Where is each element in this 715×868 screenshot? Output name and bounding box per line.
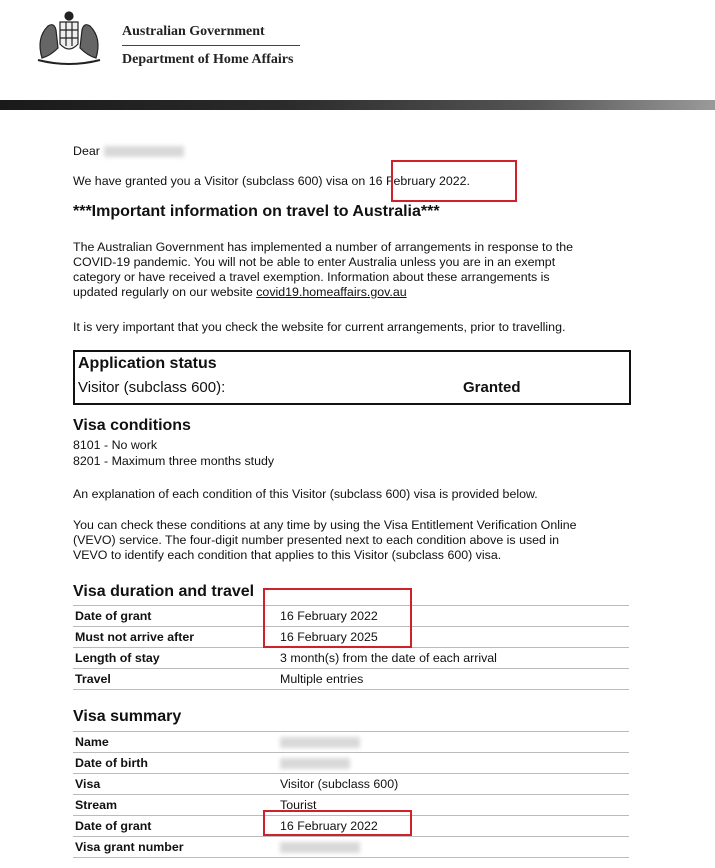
table-row: Travel Multiple entries bbox=[73, 669, 629, 690]
summary-table bbox=[73, 731, 629, 858]
vevo-line-2: (VEVO) service. The four-digit number presented next to each condition above is used in bbox=[73, 533, 560, 547]
covid-para-line-4: updated regularly on our website covid19.homeaffairs.gov.au bbox=[73, 285, 407, 299]
salutation: Dear bbox=[73, 144, 184, 160]
status-value: Granted bbox=[463, 379, 521, 396]
government-name: Australian Government bbox=[122, 24, 265, 39]
status-title: Application status bbox=[78, 355, 217, 372]
highlight-box bbox=[391, 160, 517, 202]
table-row: Stream Tourist bbox=[73, 795, 629, 816]
grant-date-text: 16 February 2022. bbox=[368, 174, 470, 188]
check-website-para: It is very important that you check the website for current arrangements, prior to travelling. bbox=[73, 320, 566, 334]
important-heading: ***Important information on travel to Australia*** bbox=[73, 203, 440, 220]
table-row: Date of grant 16 February 2022 bbox=[73, 816, 629, 837]
covid-para-line-2: COVID-19 pandemic. You will not be able to enter Australia unless you are in an exempt bbox=[73, 255, 556, 269]
table-row: Visa grant number bbox=[73, 837, 629, 858]
table-row: Date of birth bbox=[73, 753, 629, 774]
covid-website-link[interactable]: covid19.homeaffairs.gov.au bbox=[256, 285, 407, 299]
highlight-box bbox=[263, 588, 412, 648]
condition-item: 8201 - Maximum three months study bbox=[73, 454, 275, 468]
grant-sentence: We have granted you a Visitor (subclass 600) visa on 16 February 2022. bbox=[73, 174, 470, 188]
highlight-box bbox=[263, 810, 412, 836]
table-row: Date of grant 16 February 2022 bbox=[73, 606, 629, 627]
duration-heading: Visa duration and travel bbox=[73, 583, 255, 600]
header-divider bbox=[122, 45, 300, 46]
conditions-heading: Visa conditions bbox=[73, 417, 191, 434]
covid-para-line-3: category or have received a travel exemption. Information about these arrangements is bbox=[73, 270, 550, 284]
table-row: Visa Visitor (subclass 600) bbox=[73, 774, 629, 795]
vevo-line-1: You can check these conditions at any time by using the Visa Entitlement Verification Online bbox=[73, 518, 577, 532]
redacted-birthdate bbox=[280, 758, 350, 769]
letterhead bbox=[0, 0, 715, 100]
redacted-grant-number bbox=[280, 842, 360, 853]
status-label: Visitor (subclass 600): bbox=[78, 379, 226, 396]
conditions-explain: An explanation of each condition of this Visitor (subclass 600) visa is provided below. bbox=[73, 487, 538, 501]
condition-item: 8101 - No work bbox=[73, 438, 158, 452]
department-name: Department of Home Affairs bbox=[122, 52, 294, 67]
covid-para-line-1: The Australian Government has implemented a number of arrangements in response to the bbox=[73, 240, 574, 254]
coat-of-arms-icon bbox=[30, 8, 108, 68]
table-row: Length of stay 3 month(s) from the date of each arrival bbox=[73, 648, 629, 669]
redacted-name bbox=[104, 146, 184, 157]
vevo-line-3: VEVO to identify each condition that applies to this Visitor (subclass 600) visa. bbox=[73, 548, 502, 562]
summary-heading: Visa summary bbox=[73, 708, 182, 725]
table-row: Must not arrive after 16 February 2025 bbox=[73, 627, 629, 648]
application-status-box bbox=[73, 350, 631, 405]
table-row: Name bbox=[73, 732, 629, 753]
redacted-name bbox=[280, 737, 360, 748]
header-bar bbox=[0, 100, 715, 110]
